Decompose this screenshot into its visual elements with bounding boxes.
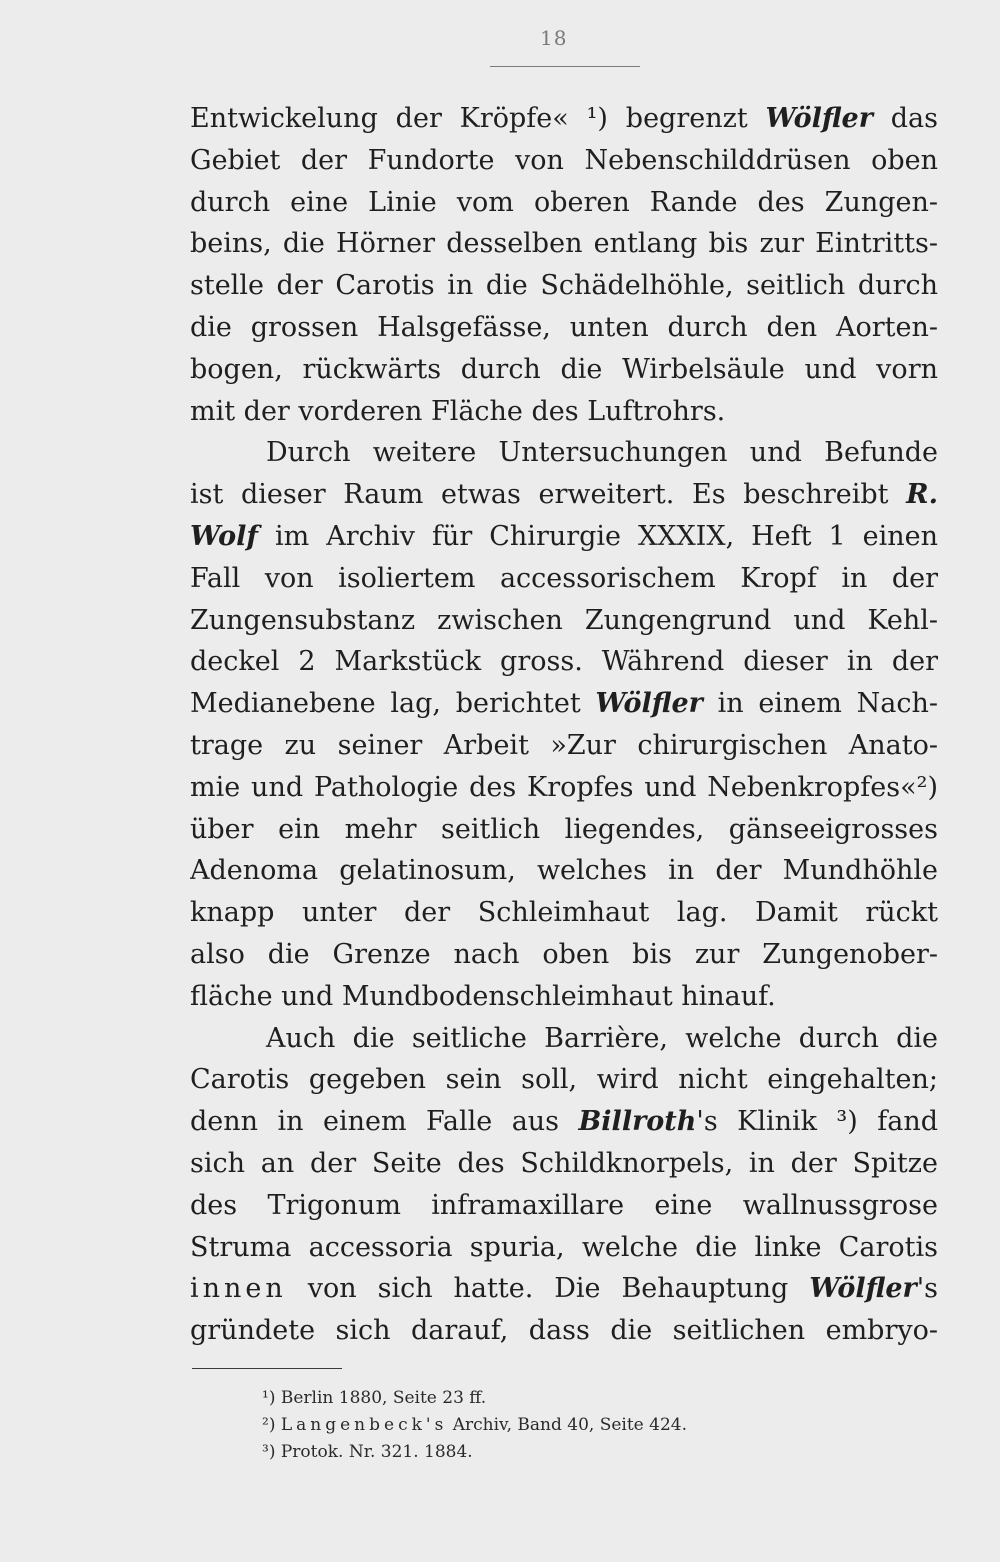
text-line: über ein mehr seitlich liegendes, gänseeigrosses — [190, 813, 938, 845]
page-number-rule — [490, 66, 640, 67]
author-name: R. — [906, 479, 938, 511]
text-span: von sich hatte. Die Behauptung — [286, 1273, 810, 1305]
text-line — [190, 516, 938, 558]
text-line: Auch die seitliche Barrière, welche durch die — [266, 1022, 938, 1054]
text-span: Archiv, Band 40, Seite 424. — [447, 1415, 687, 1435]
text-line: knapp unter der Schleimhaut lag. Damit rückt — [190, 897, 938, 929]
footnote-author: Langenbeck's — [280, 1415, 448, 1435]
author-name: Billroth — [578, 1106, 697, 1138]
text-line: Durch weitere Untersuchungen und Befunde — [266, 437, 938, 469]
text-line: gründete sich darauf, dass die seitlichen embryo- — [190, 1315, 938, 1347]
author-name: Wölfler — [809, 1273, 917, 1305]
text-line: trage zu seiner Arbeit »Zur chirurgischen Anato- — [190, 729, 938, 761]
text-span: Medianebene lag, berichtet — [190, 688, 596, 720]
text-line — [190, 474, 938, 516]
text-span: denn in einem Falle aus — [190, 1106, 579, 1138]
text-line — [190, 683, 938, 725]
footnote-3: ³) Protok. Nr. 321. 1884. — [262, 1442, 473, 1462]
text-line: mie und Pathologie des Kropfes und Nebenkropfes«²) — [190, 771, 938, 803]
text-line: sich an der Seite des Schildknorpels, in der Spitze — [190, 1147, 938, 1179]
text-line: stelle der Carotis in die Schädelhöhle, seitlich durch — [190, 270, 938, 302]
author-name: Wölfler — [765, 103, 873, 134]
text-line: Adenoma gelatinosum, welches in der Mundhöhle — [190, 855, 938, 887]
text-span: das — [872, 103, 938, 134]
text-line: mit der vorderen Fläche des Luftrohrs. — [190, 395, 726, 427]
text-span: 's Klinik ³) fand — [696, 1106, 938, 1138]
text-line: Carotis gegeben sein soll, wird nicht eingehalten; — [190, 1064, 938, 1096]
footnote-mark: ²) — [262, 1415, 281, 1435]
text-span: 's — [916, 1273, 938, 1305]
author-name: Wolf — [190, 520, 259, 552]
text-line: beins, die Hörner desselben entlang bis zur Eintritts- — [190, 228, 938, 260]
text-line — [190, 98, 938, 140]
page-number: 18 — [540, 26, 568, 50]
text-span: ist dieser Raum etwas erweitert. Es beschreibt — [190, 479, 907, 511]
text-line — [190, 1101, 938, 1143]
text-line: Fall von isoliertem accessorischem Kropf in der — [190, 562, 938, 594]
text-span: Entwickelung der Kröpfe« ¹) begrenzt — [190, 103, 766, 134]
text-span: im Archiv für Chirurgie XXXIX, Heft 1 einen — [258, 520, 938, 552]
text-line: also die Grenze nach oben bis zur Zungenober- — [190, 938, 938, 970]
text-line: Struma accessoria spuria, welche die linke Carotis — [190, 1231, 938, 1263]
emphasized-word: innen — [190, 1273, 287, 1305]
text-line: die grossen Halsgefässe, unten durch den Aorten- — [190, 311, 938, 343]
text-line: Gebiet der Fundorte von Nebenschilddrüsen oben — [190, 144, 938, 176]
text-line: Zungensubstanz zwischen Zungengrund und Kehl- — [190, 604, 938, 636]
footnote-rule — [192, 1368, 342, 1369]
text-line: des Trigonum inframaxillare eine wallnussgrose — [190, 1189, 938, 1221]
text-line: bogen, rückwärts durch die Wirbelsäule und vorn — [190, 353, 938, 385]
main-text — [190, 98, 938, 1352]
text-line: fläche und Mundbodenschleimhaut hinauf. — [190, 980, 776, 1012]
footnote-1: ¹) Berlin 1880, Seite 23 ff. — [262, 1388, 487, 1408]
text-span: in einem Nach- — [702, 688, 938, 720]
footnote-2 — [262, 1412, 822, 1439]
text-line: deckel 2 Markstück gross. Während dieser in der — [190, 646, 938, 678]
author-name: Wölfler — [595, 688, 703, 720]
footnotes — [262, 1385, 822, 1466]
text-line — [190, 1268, 938, 1310]
text-line: durch eine Linie vom oberen Rande des Zungen- — [190, 186, 938, 218]
